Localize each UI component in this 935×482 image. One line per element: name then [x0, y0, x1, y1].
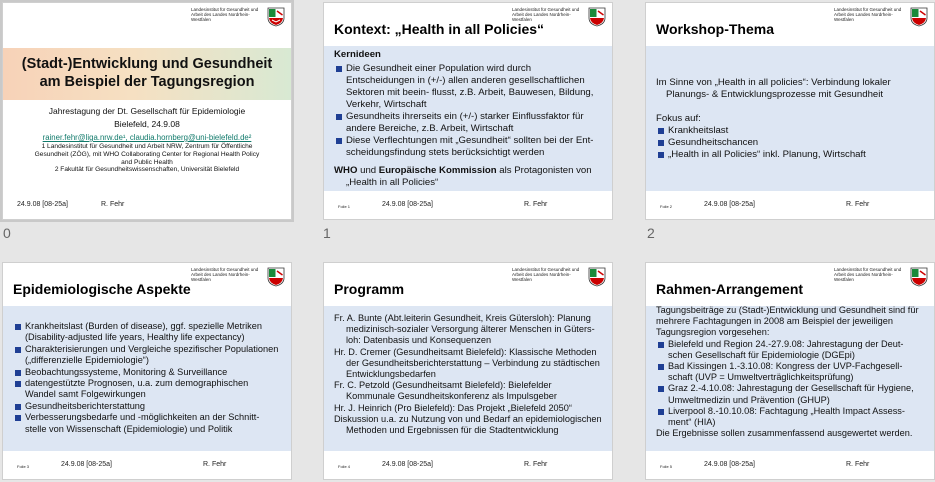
bullet-item: Gesundheitschancen [656, 137, 924, 149]
slide-title: Epidemiologische Aspekte [13, 281, 191, 297]
bullet-item: datengestützte Prognosen, u.a. zum demographischen Wandel samt Folgewirkungen [13, 378, 281, 401]
bullet-item: Graz 2.-4.10.08: Jahrestagung der Gesellschaft für Hygiene, Umweltmedizin und Prävention (GHUP) [656, 383, 924, 405]
nrw-crest-icon [910, 7, 928, 27]
slide-footer: Folie 1 24.9.08 [08-25a] R. Fehr [338, 201, 548, 209]
nrw-crest-icon [588, 7, 606, 27]
institute-logo: Landesinstitut für Gesundheit und Arbeit des Landes Nordrhein-Westfalen [512, 7, 606, 27]
slide-number-label: 0 [3, 225, 11, 241]
slide-title: Workshop-Thema [656, 21, 774, 37]
bullet-item: Die Gesundheit einer Population wird durch Entscheidungen in (+/-) allen anderen gesellschaftlichen Sektoren mit beein- flusst, z.B. Arbeit, Bauwesen, Bildung, Verkehr, Wirtschaft [334, 63, 602, 111]
slide-body: Kernideen Die Gesundheit einer Population wird durch Entscheidungen in (+/-) allen anderen gesellschaftlichen Sektoren mit beein- flusst, z.B. Arbeit, Bauwesen, Bildung, Verkehr, Wirtschaft Gesundheits ihrerseits ein (+/-) starker Einflussfaktor für andere Bereiche, z.B. Arbeit, Wirtschaft Diese Verflechtungen mit „Gesundheit“ sollten bei der Ent- scheidungsfindung stets berücksichtigt werden WHO und Europäische Kommission als Protagonisten von „Health in all Policies“ [334, 49, 602, 189]
bullet-item: Charakterisierungen und Vergleiche spezifischer Populationen („differenzielle Epidemiologie“) [13, 344, 281, 367]
bullet-item: Gesundheits ihrerseits ein (+/-) starker Einflussfaktor für andere Bereiche, z.B. Arbeit, Wirtschaft [334, 111, 602, 135]
slide-thumbnail-3[interactable] [2, 262, 292, 480]
slide-title: Rahmen-Arrangement [656, 281, 804, 297]
slide-thumbnail-1[interactable] [323, 2, 613, 220]
author-emails[interactable]: rainer.fehr@liga.nrw.de¹, claudia.hornberg@uni-bielefeld.de² [42, 133, 252, 142]
program-item: Hr. D. Cremer (Gesundheitsamt Bielefeld): Klassische Methoden der Gesundheitsberichterstattung – Verbindung zu städtischen Entwicklungsbedarfen [334, 346, 600, 380]
bullet-item: Gesundheitsberichterstattung [13, 401, 281, 412]
slide-subtitle: Jahrestagung der Dt. Gesellschaft für Epidemiologie Bielefeld, 24.9.08 [48, 106, 246, 129]
institute-logo: Landesinstitut für Gesundheit und Arbeit des Landes Nordrhein-Westfalen [512, 267, 606, 287]
slide-thumbnail-0[interactable] [2, 2, 292, 220]
slide-thumbnail-4[interactable] [323, 262, 613, 480]
bullet-item: Bad Kissingen 1.-3.10.08: Kongress der UVP-Fachgesell- schaft (UVP = Umweltverträglichkeitsprüfung) [656, 361, 924, 383]
institute-logo: Landesinstitut für Gesundheit und Arbeit des Landes Nordrhein-Westfalen [191, 7, 285, 27]
slide-number-label: 1 [323, 225, 331, 241]
bullet-item: Beobachtungssysteme, Monitoring & Surveillance [13, 367, 281, 378]
slide-body: Im Sinne von „Health in all policies“: Verbindung lokaler Planungs- & Entwicklungsprozesse mit Gesundheit Fokus auf: Krankheitslast Gesundheitschancen „Health in all Policies“ inkl. Planung, Wirtschaft [656, 77, 924, 161]
bullet-list [656, 125, 924, 161]
nrw-crest-icon [588, 267, 606, 287]
program-item: Fr. A. Bunte (Abt.leiterin Gesundheit, Kreis Gütersloh): Planung medizinisch-sozialer Versorgung älterer Menschen in Güters- loh: Datenbasis und Konsequenzen [334, 313, 595, 346]
affiliations: 1 Landesinstitut für Gesundheit und Arbeit NRW, Zentrum für Öffentliche Gesundheit (ZÖG), mit WHO Collaborating Center for Regional Health Policy and Public Health 2 Fakultät für Gesundheitswissenschaften, Universität Bielefeld [34, 143, 260, 174]
bullet-item: Liverpool 8.-10.10.08: Fachtagung „Health Impact Assess- ment“ (HIA) [656, 406, 924, 428]
nrw-crest-icon [267, 7, 285, 27]
bullet-item: „Health in all Policies“ inkl. Planung, Wirtschaft [656, 149, 924, 161]
program-item: Fr. C. Petzold (Gesundheitsamt Bielefeld): Bielefelder Kommunale Gesundheitskonferenz als Impulsgeber [334, 380, 557, 402]
institute-logo: Landesinstitut für Gesundheit und Arbeit des Landes Nordrhein-Westfalen [834, 7, 928, 27]
slide-footer: Folie 4 24.9.08 [08-25a] R. Fehr [338, 461, 548, 469]
bullet-list [656, 339, 924, 429]
slide-thumbnail-2[interactable] [645, 2, 935, 220]
bullet-item: Diese Verflechtungen mit „Gesundheit“ sollten bei der Ent- scheidungsfindung stets berücksichtigt werden [334, 135, 602, 159]
slide-number-label: 2 [647, 225, 655, 241]
slide-footer: Folie 5 24.9.08 [08-25a] R. Fehr [660, 461, 870, 469]
slide-title: Programm [334, 281, 405, 297]
slide-body [13, 321, 281, 435]
slide-title: Kontext: „Health in all Policies“ [334, 21, 545, 37]
slide-title: (Stadt-)Entwicklung und Gesundheit am Beispiel der Tagungsregion [21, 56, 273, 90]
program-item: Hr. J. Heinrich (Pro Bielefeld): Das Projekt „Bielefeld 2050“ [334, 402, 572, 413]
slide-footer: Folie 2 24.9.08 [08-25a] R. Fehr [660, 201, 870, 209]
program-item: Diskussion u.a. zu Nutzung von und Bedarf an epidemiologischen Methoden und Ergebnissen für die Stadtentwicklung [334, 413, 602, 436]
bullet-list [13, 321, 281, 435]
bullet-item: Krankheitslast (Burden of disease), ggf. spezielle Metriken (Disability-adjusted life years, Healthy life expectancy) [13, 321, 281, 344]
slide-thumbnail-5[interactable] [645, 262, 935, 480]
bullet-item: Bielefeld und Region 24.-27.9.08: Jahrestagung der Deut- schen Gesellschaft für Epidemiologie (DGEpi) [656, 339, 924, 361]
slide-body [334, 313, 602, 436]
bullet-item: Verbesserungsbedarfe und -möglichkeiten an der Schnitt- stelle von Wissenschaft (Epidemiologie) und Politik [13, 412, 281, 435]
nrw-crest-icon [267, 267, 285, 287]
slide-body: Tagungsbeiträge zu (Stadt-)Entwicklung und Gesundheit sind für mehrere Fachtagungen in 2008 am Beispiel der jeweiligen Tagungsregion vorgesehen: Bielefeld und Region 24.-27.9.08: Jahrestagung der Deut- schen Gesellschaft für Epidemiologie (DGEpi) Bad Kissingen 1.-3.10.08: Kongress der UVP-Fachgesell- schaft (UVP = Umweltverträglichkeitsprüfung) Graz 2.-4.10.08: Jahrestagung der Gesellschaft für Hygiene, Umweltmedizin und Prävention (GHUP) Liverpool 8.-10.10.08: Fachtagung „Health Impact Assess- ment“ (HIA) Die Ergebnisse sollen zusammenfassend ausgewertet werden. [656, 305, 924, 439]
institute-logo: Landesinstitut für Gesundheit und Arbeit des Landes Nordrhein-Westfalen [191, 267, 285, 287]
nrw-crest-icon [910, 267, 928, 287]
slide-footer: 24.9.08 [08-25a] R. Fehr [17, 201, 125, 208]
bullet-list [334, 63, 602, 159]
slide-footer: Folie 3 24.9.08 [08-25a] R. Fehr [17, 461, 227, 469]
institute-logo: Landesinstitut für Gesundheit und Arbeit des Landes Nordrhein-Westfalen [834, 267, 928, 287]
bullet-item: Krankheitslast [656, 125, 924, 137]
